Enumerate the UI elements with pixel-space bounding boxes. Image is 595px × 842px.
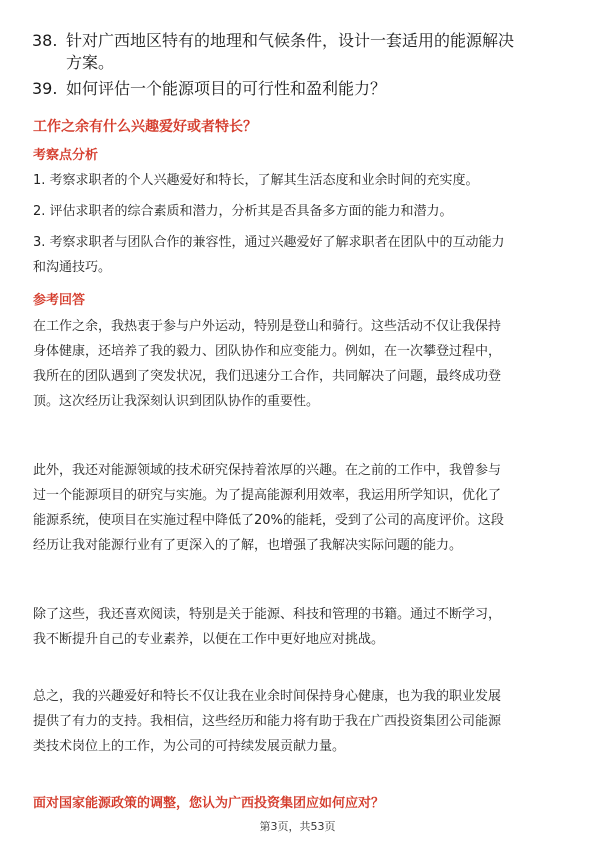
answer-line: 过一个能源项目的研究与实施。为了提高能源利用效率，我运用所学知识，优化了 bbox=[33, 488, 502, 503]
question-38 bbox=[32, 30, 572, 74]
answer-line: 总之，我的兴趣爱好和特长不仅让我在业余时间保持身心健康，也为我的职业发展 bbox=[33, 689, 502, 704]
answer-line: 能源系统，使项目在实施过程中降低了20%的能耗，受到了公司的高度评价。这段 bbox=[33, 513, 504, 528]
answer-line: 除了这些，我还喜欢阅读，特别是关于能源、科技和管理的书籍。通过不断学习， bbox=[33, 607, 502, 622]
next-question: 面对国家能源政策的调整，您认为广西投资集团应如何应对？ bbox=[33, 796, 385, 811]
answer-line: 我所在的团队遇到了突发状况，我们迅速分工合作，共同解决了问题，最终成功登 bbox=[33, 369, 502, 384]
question-number: 39. bbox=[32, 79, 58, 98]
answer-line: 提供了有力的支持。我相信，这些经历和能力将有助于我在广西投资集团公司能源 bbox=[33, 714, 502, 729]
answer-heading: 参考回答 bbox=[33, 293, 86, 308]
answer-line: 此外，我还对能源领域的技术研究保持着浓厚的兴趣。在之前的工作中，我曾参与 bbox=[33, 463, 502, 478]
answer-line: 经历让我对能源行业有了更深入的了解，也增强了我解决实际问题的能力。 bbox=[33, 538, 463, 553]
answer-paragraph bbox=[33, 602, 563, 652]
section-question: 工作之余有什么兴趣爱好或者特长？ bbox=[33, 119, 257, 135]
question-39 bbox=[32, 78, 572, 100]
answer-line: 身体健康，还培养了我的毅力、团队协作和应变能力。例如，在一次攀登过程中， bbox=[33, 344, 502, 359]
analysis-heading: 考察点分析 bbox=[33, 148, 99, 163]
question-number: 38. bbox=[32, 31, 58, 50]
analysis-point: 3. 考察求职者与团队合作的兼容性，通过兴趣爱好了解求职者在团队中的互动能力 bbox=[33, 235, 505, 250]
answer-line: 类技术岗位上的工作，为公司的可持续发展贡献力量。 bbox=[33, 739, 346, 754]
analysis-point: 2. 评估求职者的综合素质和潜力，分析其是否具备多方面的能力和潜力。 bbox=[33, 204, 453, 219]
analysis-point: 和沟通技巧。 bbox=[33, 260, 112, 275]
answer-paragraph bbox=[33, 314, 563, 414]
answer-line: 在工作之余，我热衷于参与户外运动，特别是登山和骑行。这些活动不仅让我保持 bbox=[33, 319, 502, 334]
question-text-line: 针对广西地区特有的地理和气候条件，设计一套适用的能源解决 bbox=[66, 31, 515, 50]
analysis-point: 1. 考察求职者的个人兴趣爱好和特长，了解其生活态度和业余时间的充实度。 bbox=[33, 173, 479, 188]
page-number: 第3页，共53页 bbox=[259, 820, 336, 833]
analysis-list bbox=[33, 168, 563, 280]
answer-line: 顶。这次经历让我深刻认识到团队协作的重要性。 bbox=[33, 394, 320, 409]
answer-paragraph bbox=[33, 684, 563, 759]
answer-paragraph bbox=[33, 458, 563, 558]
answer-line: 我不断提升自己的专业素养，以便在工作中更好地应对挑战。 bbox=[33, 632, 385, 647]
question-text-line: 方案。 bbox=[66, 53, 115, 72]
question-text-line: 如何评估一个能源项目的可行性和盈利能力？ bbox=[66, 79, 387, 98]
